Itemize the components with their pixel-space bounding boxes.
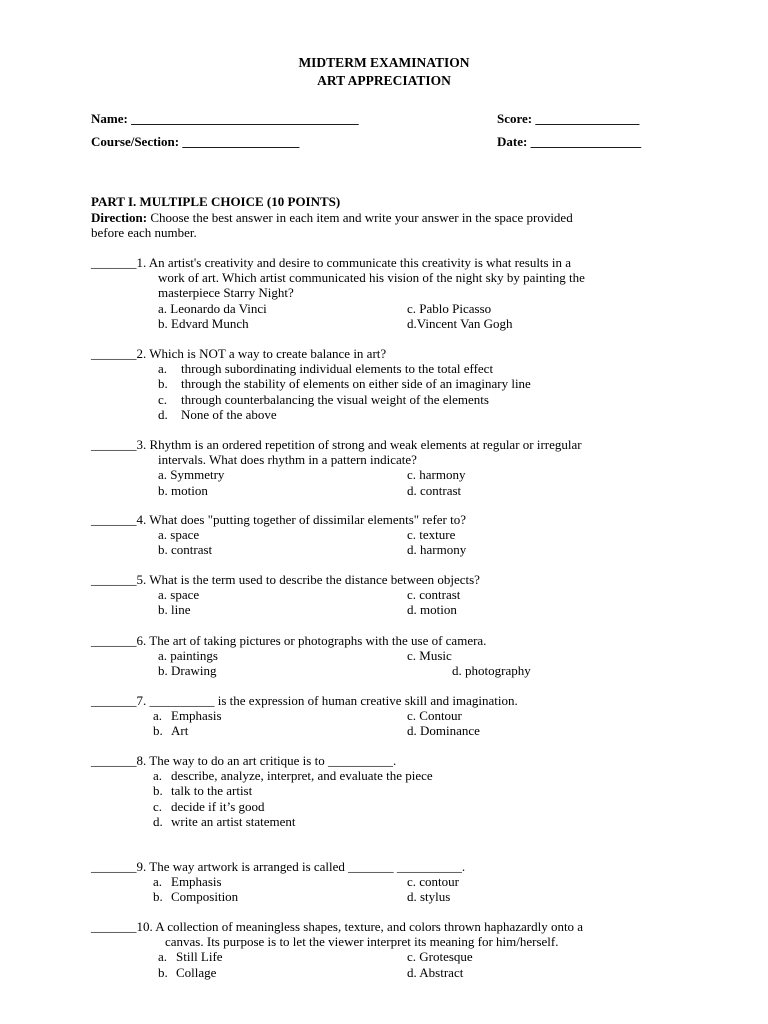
- option-a: describe, analyze, interpret, and evaluate the piece: [171, 768, 433, 784]
- option-d: d. stylus: [407, 889, 451, 905]
- option-b: through the stability of elements on either side of an imaginary line: [181, 376, 531, 392]
- option-d: d.Vincent Van Gogh: [407, 315, 513, 331]
- option-d: d. photography: [452, 663, 531, 679]
- question-stem: canvas. Its purpose is to let the viewer interpret its meaning for him/herself.: [165, 934, 559, 950]
- option-letter: b.: [153, 783, 163, 799]
- option-letter: a.: [153, 768, 163, 784]
- question-stem: _______2. Which is NOT a way to create balance in art?: [91, 346, 387, 361]
- option-d: d. contrast: [407, 482, 462, 498]
- option-d: d. Dominance: [407, 723, 480, 739]
- option-a: a. Leonardo da Vinci: [158, 300, 267, 316]
- exam-title: MIDTERM EXAMINATION: [298, 55, 470, 70]
- question-6: [91, 633, 691, 679]
- name-field[interactable]: Name: ___________________________________: [91, 111, 359, 126]
- option-b: b. line: [158, 602, 191, 618]
- option-letter: a.: [153, 874, 163, 890]
- option-letter: b.: [153, 723, 163, 739]
- option-b: Collage: [176, 964, 217, 980]
- option-letter: b.: [153, 889, 163, 905]
- question-stem: _______6. The art of taking pictures or photographs with the use of camera.: [91, 633, 487, 648]
- option-d: d. motion: [407, 602, 457, 618]
- question-7: [91, 693, 691, 739]
- course-section-field[interactable]: Course/Section: __________________: [91, 134, 300, 149]
- option-c: through counterbalancing the visual weight of the elements: [181, 391, 489, 407]
- option-c: c. Music: [407, 648, 452, 664]
- option-c: c. contrast: [407, 587, 461, 603]
- option-a: Still Life: [176, 949, 223, 965]
- option-letter: a.: [158, 361, 168, 377]
- option-b: b. motion: [158, 482, 208, 498]
- score-field[interactable]: Score: ________________: [497, 111, 640, 126]
- option-b: talk to the artist: [171, 783, 253, 799]
- direction-text: Choose the best answer in each item and write your answer in the space provided: [147, 210, 573, 225]
- option-c: c. Grotesque: [407, 949, 473, 965]
- option-d: write an artist statement: [171, 813, 296, 829]
- option-letter: a.: [153, 708, 163, 724]
- option-b: b. Drawing: [158, 663, 217, 679]
- question-1: [91, 255, 691, 331]
- option-b: Art: [171, 723, 189, 739]
- question-stem: _______8. The way to do an art critique is to __________.: [91, 753, 397, 768]
- question-3: [91, 437, 691, 498]
- option-b: Composition: [171, 889, 239, 905]
- question-5: [91, 572, 691, 618]
- option-letter: c.: [153, 798, 163, 814]
- question-stem: intervals. What does rhythm in a pattern indicate?: [158, 452, 417, 468]
- question-stem: _______1. An artist's creativity and desire to communicate this creativity is what results in a: [91, 255, 571, 270]
- option-letter: b.: [158, 964, 168, 980]
- option-a: a. space: [158, 527, 200, 543]
- option-letter: d.: [153, 813, 163, 829]
- option-c: c. harmony: [407, 467, 466, 483]
- direction-label: Direction:: [91, 210, 148, 225]
- question-2: [91, 346, 691, 422]
- question-10: [91, 919, 691, 980]
- option-d: d. harmony: [407, 542, 467, 558]
- part1-heading: PART I. MULTIPLE CHOICE (10 POINTS): [91, 194, 341, 209]
- option-a: a. space: [158, 587, 200, 603]
- option-c: c. Contour: [407, 708, 462, 724]
- question-stem: masterpiece Starry Night?: [158, 285, 294, 301]
- option-letter: b.: [158, 376, 168, 392]
- question-stem: _______10. A collection of meaningless shapes, texture, and colors thrown haphazardly onto a: [91, 919, 584, 934]
- option-b: b. contrast: [158, 542, 213, 558]
- question-8: [91, 753, 691, 829]
- option-a: Emphasis: [171, 708, 222, 724]
- question-stem: _______4. What does "putting together of dissimilar elements" refer to?: [91, 512, 467, 527]
- option-b: b. Edvard Munch: [158, 315, 249, 331]
- question-stem: _______3. Rhythm is an ordered repetition of strong and weak elements at regular or irregular: [91, 437, 582, 452]
- option-d: None of the above: [181, 406, 277, 422]
- option-c: c. contour: [407, 874, 459, 890]
- question-stem: _______7. __________ is the expression of human creative skill and imagination.: [91, 693, 518, 708]
- option-a: a. Symmetry: [158, 467, 225, 483]
- exam-subtitle: ART APPRECIATION: [317, 73, 451, 88]
- question-9: [91, 859, 691, 905]
- question-stem: _______9. The way artwork is arranged is called _______ __________.: [91, 859, 466, 874]
- question-4: [91, 512, 691, 558]
- option-c: c. texture: [407, 527, 456, 543]
- option-letter: a.: [158, 949, 168, 965]
- date-field[interactable]: Date: _________________: [497, 134, 642, 149]
- option-a: a. paintings: [158, 648, 218, 664]
- direction-text-cont: before each number.: [91, 225, 197, 240]
- option-c: c. Pablo Picasso: [407, 300, 492, 316]
- question-stem: _______5. What is the term used to describe the distance between objects?: [91, 572, 480, 587]
- option-letter: d.: [158, 406, 168, 422]
- question-stem: work of art. Which artist communicated his vision of the night sky by painting the: [158, 270, 585, 286]
- option-a: through subordinating individual elements to the total effect: [181, 361, 494, 377]
- option-c: decide if it’s good: [171, 798, 265, 814]
- option-letter: c.: [158, 391, 168, 407]
- option-d: d. Abstract: [407, 964, 464, 980]
- direction-line: [91, 210, 573, 225]
- option-a: Emphasis: [171, 874, 222, 890]
